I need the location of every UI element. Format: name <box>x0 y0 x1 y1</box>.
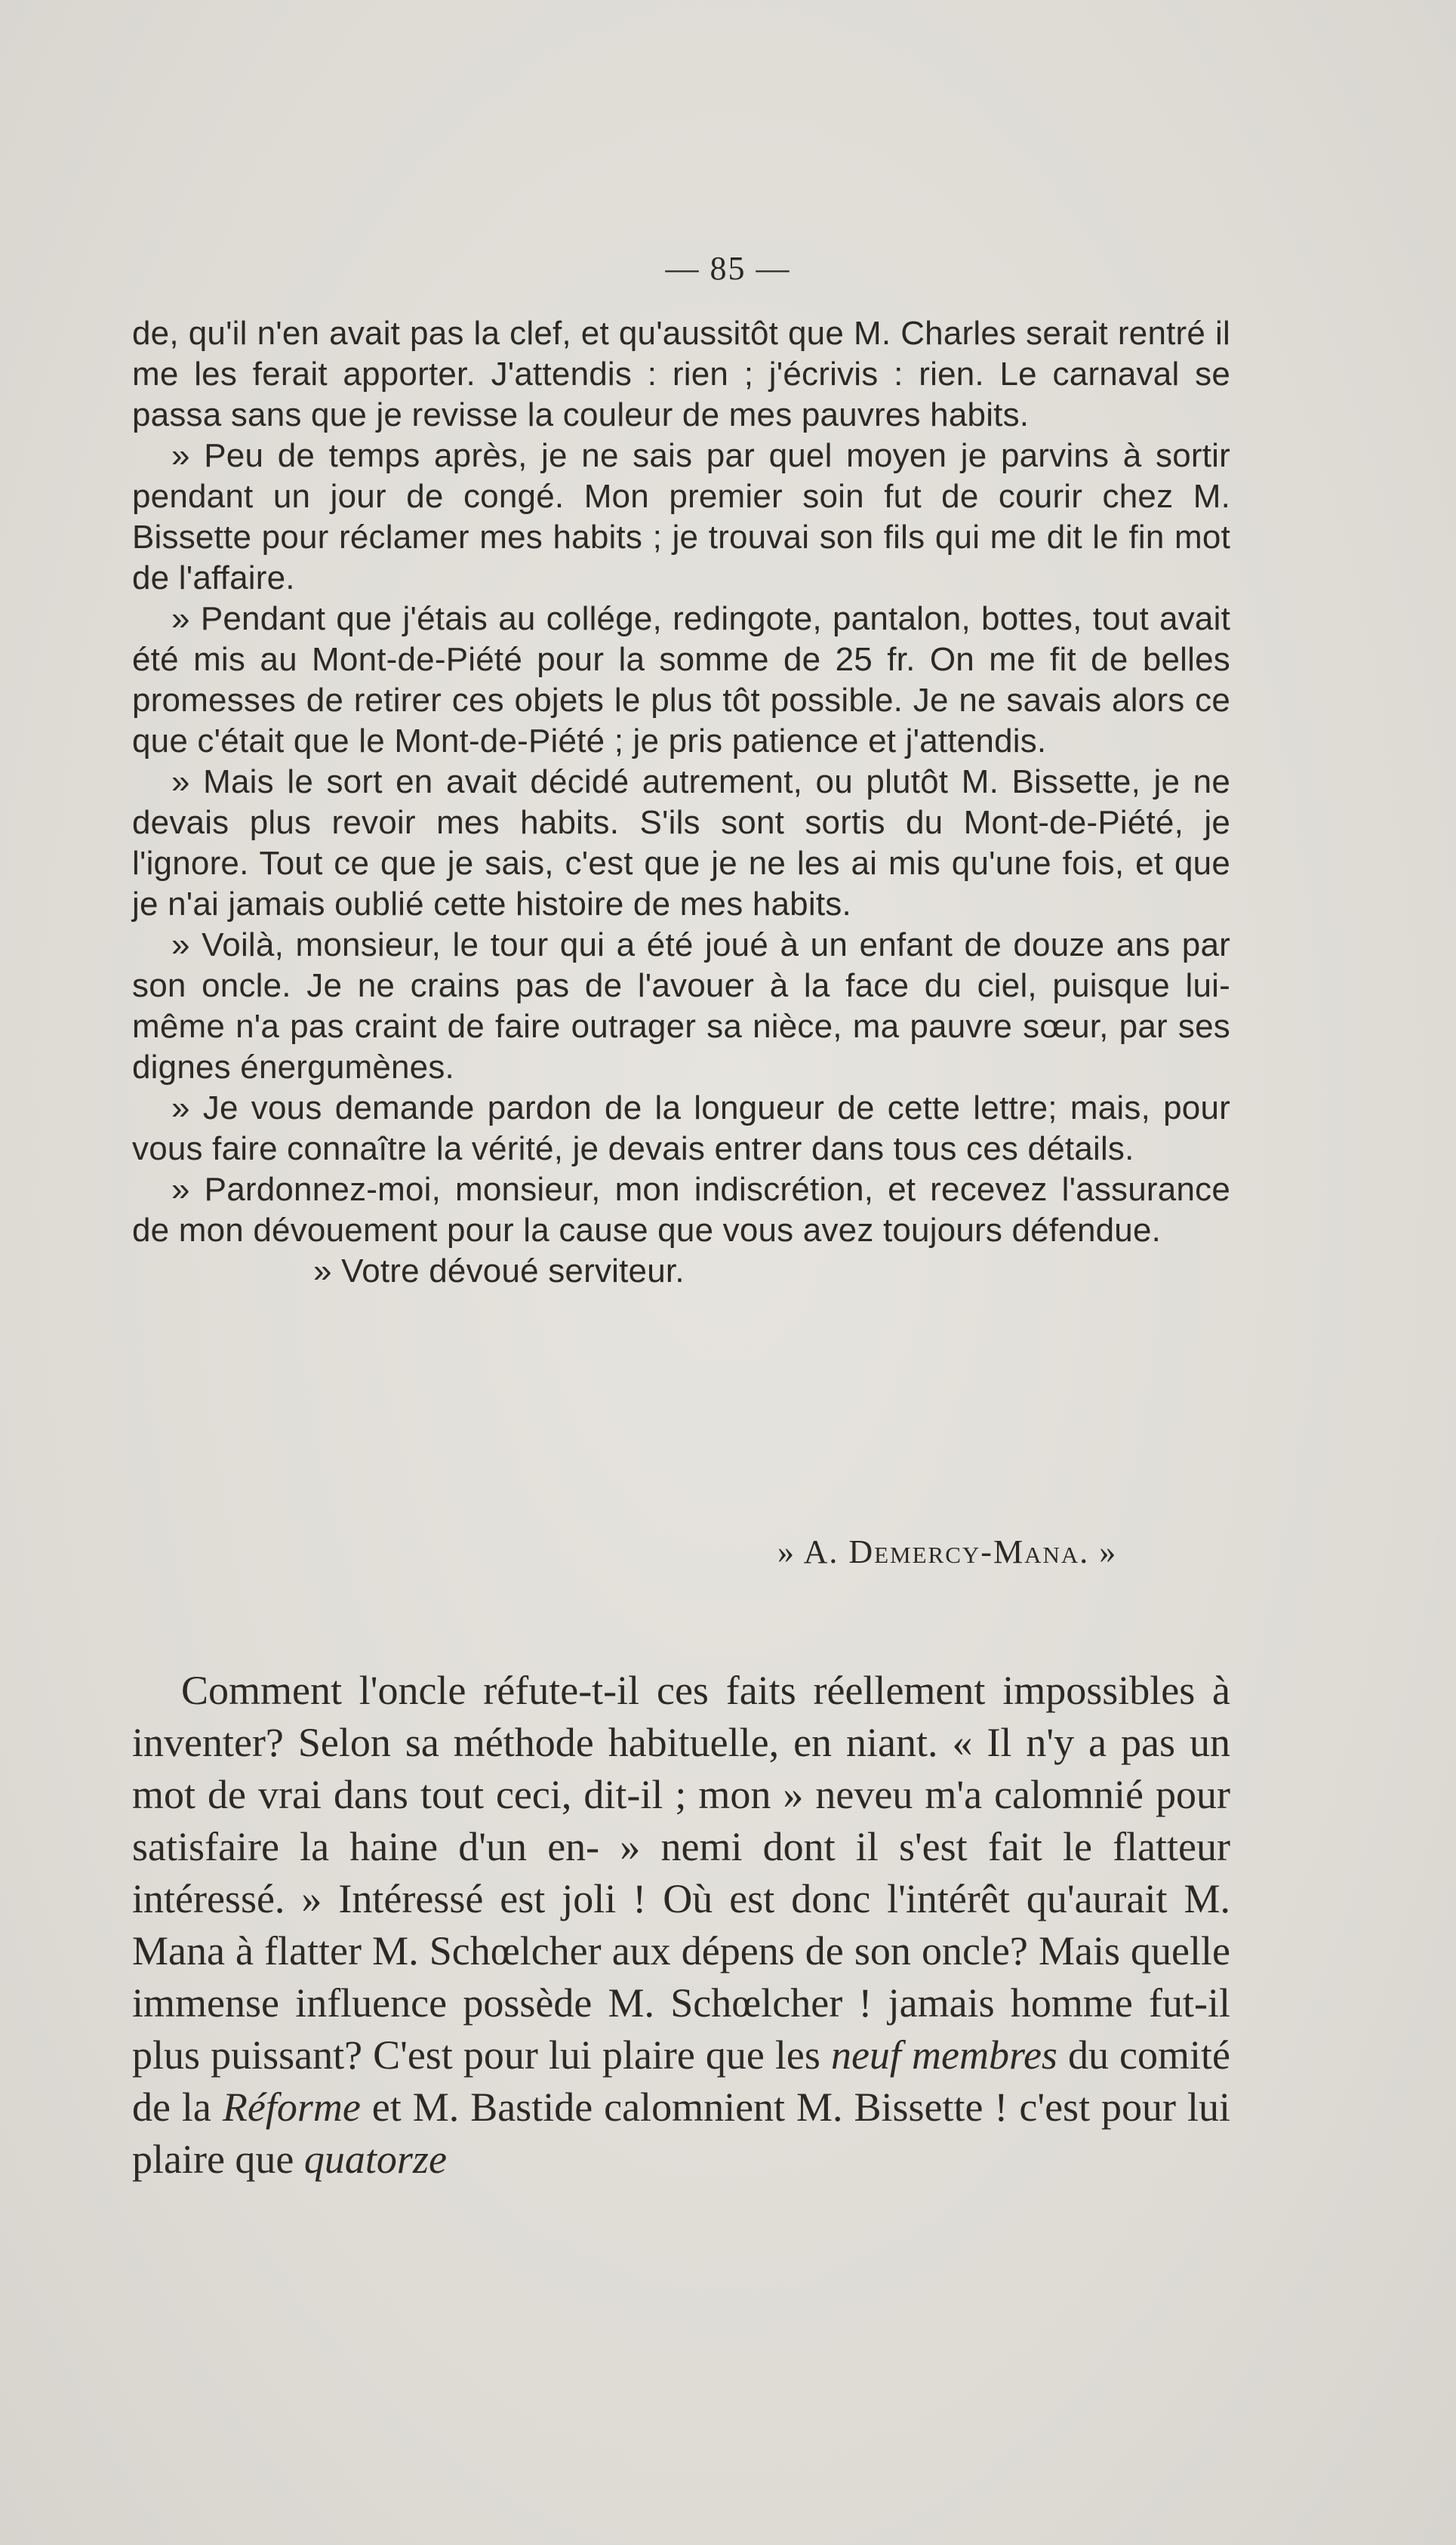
commentary-paragraph <box>132 1665 1230 2186</box>
letter-signature: » A. Demercy-Mana. » <box>777 1533 1118 1570</box>
letter-body <box>132 313 1230 1292</box>
letter-paragraph: » Mais le sort en avait décidé autrement, ou plutôt M. Bissette, je ne devais plus revoir mes habits. S'ils sont sortis du Mont-de-Piété, je l'ignore. Tout ce que je sais, c'est que je ne les ai mis qu'une fois, et que je n'ai jamais oublié cette histoire de mes habits. <box>132 763 1230 923</box>
commentary-body <box>132 1665 1230 2186</box>
commentary-italic: neuf membres <box>830 2032 1057 2078</box>
commentary-italic: Réforme <box>222 2084 361 2130</box>
letter-closing: » Votre dévoué serviteur. <box>313 1252 685 1289</box>
letter-paragraph: » Pardonnez-moi, monsieur, mon indiscrétion, et recevez l'assurance de mon dévouement pour la cause que vous avez toujours défendue. <box>132 1171 1230 1249</box>
commentary-text: du comité de la <box>132 2032 1230 2130</box>
letter-paragraph: de, qu'il n'en avait pas la clef, et qu'aussitôt que M. Charles serait rentré il me les ferait apporter. J'attendis : rien ; j'écrivis : rien. Le carnaval se passa sans que je revisse la couleur de mes pauvres habits. <box>132 315 1230 433</box>
page-number: — 85 — <box>665 250 791 287</box>
commentary-italic: quatorze <box>303 2137 447 2182</box>
letter-paragraph: » Voilà, monsieur, le tour qui a été joué à un enfant de douze ans par son oncle. Je ne crains pas de l'avouer à la face du ciel, puisque lui-même n'a pas craint de faire outrager sa nièce, ma pauvre sœur, par ses dignes énergumènes. <box>132 926 1230 1086</box>
commentary-text: Comment l'oncle réfute-t-il ces faits réellement impossibles à inventer? Selon sa méthode habituelle, en niant. « Il n'y a pas un mot de vrai dans tout ceci, dit-il ; mon » neveu m'a calomnié pour satisfaire la haine d'un en- » nemi dont il s'est fait le flatteur intéressé. » Intéressé est joli ! Où est donc l'intérêt qu'aurait M. Mana à flatter M. Schœlcher aux dépens de son oncle? Mais quelle immense influence possède M. Schœlcher ! jamais homme fut-il plus puissant? C'est pour lui plaire que les <box>132 1668 1230 2078</box>
letter-paragraph: » Je vous demande pardon de la longueur de cette lettre; mais, pour vous faire connaître la vérité, je devais entrer dans tous ces détails. <box>132 1089 1230 1167</box>
letter-paragraph: » Pendant que j'étais au collége, redingote, pantalon, bottes, tout avait été mis au Mont-de-Piété pour la somme de 25 fr. On me fit de belles promesses de retirer ces objets le plus tôt possible. Je ne savais alors ce que c'était que le Mont-de-Piété ; je pris patience et j'attendis. <box>132 600 1230 759</box>
commentary-text: et M. Bastide calomnient M. Bissette ! c'est pour lui plaire que <box>132 2084 1230 2182</box>
letter-paragraph: » Peu de temps après, je ne sais par quel moyen je parvins à sortir pendant un jour de congé. Mon premier soin fut de courir chez M. Bissette pour réclamer mes habits ; je trouvai son fils qui me dit le fin mot de l'affaire. <box>132 437 1230 596</box>
